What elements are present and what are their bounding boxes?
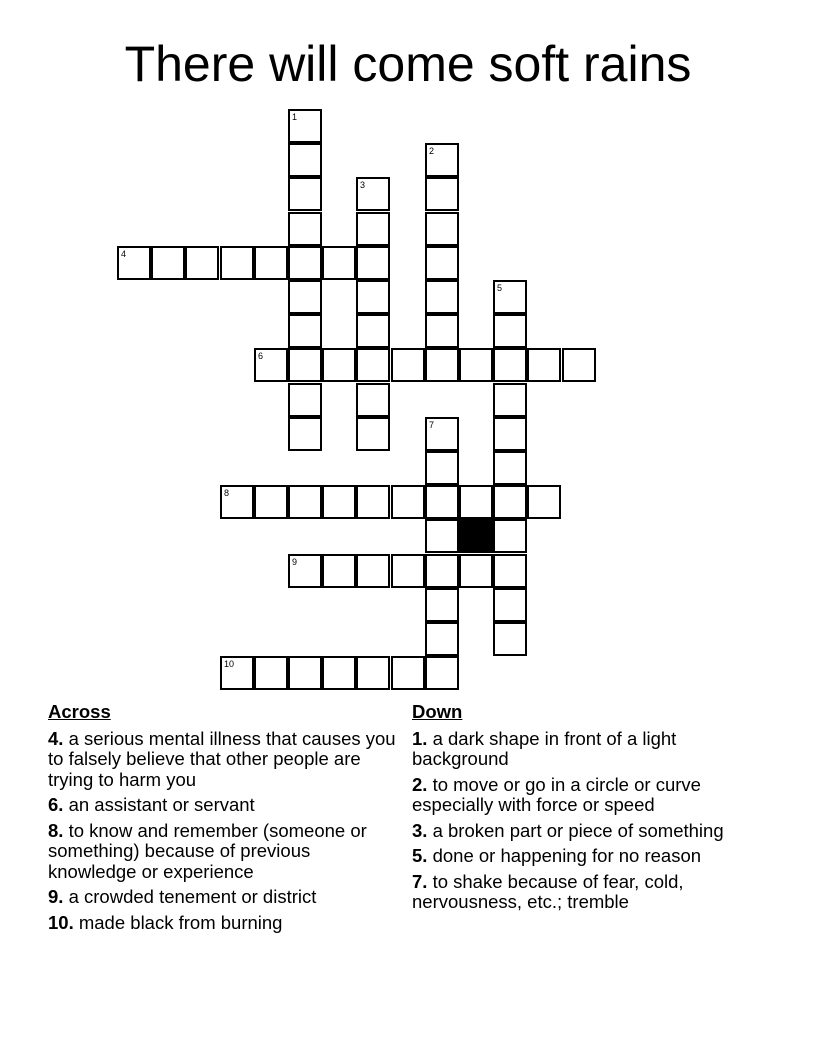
grid-cell[interactable] <box>562 348 596 382</box>
grid-cell[interactable] <box>391 656 425 690</box>
clue-text: an assistant or servant <box>68 794 255 815</box>
cell-number: 3 <box>360 180 366 190</box>
clue-number: 8. <box>48 819 64 841</box>
grid-cell[interactable] <box>527 485 561 519</box>
grid-cell[interactable] <box>288 177 322 211</box>
grid-cell[interactable] <box>391 348 425 382</box>
grid-cell[interactable] <box>356 383 390 417</box>
grid-cell[interactable] <box>425 177 459 211</box>
grid-cell[interactable] <box>425 348 459 382</box>
clue-number: 3. <box>412 819 428 841</box>
clue-text: done or happening for no reason <box>432 845 702 866</box>
grid-cell[interactable] <box>356 485 390 519</box>
grid-cell[interactable] <box>425 485 459 519</box>
grid-cell[interactable] <box>391 485 425 519</box>
clue-number: 6. <box>48 794 64 815</box>
grid-cell[interactable] <box>493 622 527 656</box>
grid-cell[interactable] <box>288 280 322 314</box>
cell-number: 4 <box>121 249 127 259</box>
grid-cell[interactable] <box>288 383 322 417</box>
across-heading: Across <box>48 701 111 722</box>
grid-cell[interactable] <box>288 417 322 451</box>
grid-cell[interactable] <box>356 417 390 451</box>
grid-cell[interactable] <box>425 451 459 485</box>
grid-cell[interactable] <box>493 451 527 485</box>
grid-cell[interactable] <box>356 656 390 690</box>
grid-cell[interactable] <box>322 246 356 280</box>
grid-cell[interactable] <box>425 656 459 690</box>
grid-cell[interactable] <box>322 485 356 519</box>
clue-text: a serious mental illness that causes you to falsely believe that other people are trying to harm you <box>48 727 396 790</box>
clue-text: a broken part or piece of something <box>432 819 724 841</box>
grid-cell[interactable] <box>254 246 288 280</box>
grid-cell[interactable] <box>493 588 527 622</box>
clue-text: to know and remember (someone or something) because of previous knowledge or experience <box>48 819 367 882</box>
grid-cell[interactable] <box>322 554 356 588</box>
clue-number: 1. <box>412 727 428 749</box>
clue-number: 7. <box>412 870 428 892</box>
grid-cell[interactable] <box>288 109 322 143</box>
cell-number: 5 <box>497 283 503 293</box>
grid-cell[interactable] <box>493 554 527 588</box>
grid-cell[interactable] <box>288 246 322 280</box>
down-clue-7 <box>412 872 762 913</box>
grid-cell[interactable] <box>356 348 390 382</box>
across-clue-9 <box>48 887 398 908</box>
grid-cell[interactable] <box>322 348 356 382</box>
clue-text: a crowded tenement or district <box>68 886 317 907</box>
clue-number: 4. <box>48 727 64 749</box>
across-clue-6 <box>48 795 398 816</box>
grid-cell[interactable] <box>425 143 459 177</box>
cell-number: 2 <box>429 146 435 156</box>
grid-cell[interactable] <box>254 485 288 519</box>
grid-cell[interactable] <box>425 417 459 451</box>
grid-cell[interactable] <box>459 554 493 588</box>
grid-cell[interactable] <box>425 246 459 280</box>
black-cell <box>459 519 493 553</box>
grid-cell[interactable] <box>493 485 527 519</box>
down-clues <box>412 702 762 918</box>
grid-cell[interactable] <box>425 212 459 246</box>
grid-cell[interactable] <box>322 656 356 690</box>
grid-cell[interactable] <box>425 622 459 656</box>
grid-cell[interactable] <box>493 348 527 382</box>
grid-cell[interactable] <box>425 280 459 314</box>
grid-cell[interactable] <box>288 554 322 588</box>
grid-cell[interactable] <box>493 417 527 451</box>
page-title: There will come soft rains <box>124 36 692 92</box>
grid-cell[interactable] <box>493 383 527 417</box>
grid-cell[interactable] <box>527 348 561 382</box>
grid-cell[interactable] <box>151 246 185 280</box>
grid-cell[interactable] <box>117 246 151 280</box>
grid-cell[interactable] <box>288 212 322 246</box>
grid-cell[interactable] <box>254 348 288 382</box>
clue-text: to move or go in a circle or curve especially with force or speed <box>412 773 701 815</box>
grid-cell[interactable] <box>425 588 459 622</box>
clue-text: a dark shape in front of a light background <box>412 727 677 769</box>
across-clue-4 <box>48 729 398 791</box>
grid-cell[interactable] <box>288 314 322 348</box>
grid-cell[interactable] <box>288 656 322 690</box>
grid-cell[interactable] <box>288 348 322 382</box>
grid-cell[interactable] <box>288 143 322 177</box>
grid-cell[interactable] <box>356 177 390 211</box>
down-clue-2 <box>412 775 762 816</box>
down-heading: Down <box>412 701 463 722</box>
grid-cell[interactable] <box>391 554 425 588</box>
cell-number: 10 <box>224 659 235 669</box>
cell-number: 8 <box>224 488 230 498</box>
clue-text: made black from burning <box>78 911 283 933</box>
down-clue-5 <box>412 846 762 867</box>
clue-number: 2. <box>412 773 428 795</box>
grid-cell[interactable] <box>425 554 459 588</box>
grid-cell[interactable] <box>254 656 288 690</box>
cell-number: 1 <box>292 112 298 122</box>
grid-cell[interactable] <box>220 485 254 519</box>
grid-cell[interactable] <box>356 554 390 588</box>
across-clues <box>48 702 398 938</box>
grid-cell[interactable] <box>459 485 493 519</box>
grid-cell[interactable] <box>220 246 254 280</box>
grid-cell[interactable] <box>459 348 493 382</box>
grid-cell[interactable] <box>288 485 322 519</box>
grid-cell[interactable] <box>185 246 219 280</box>
grid-cell[interactable] <box>356 246 390 280</box>
grid-cell[interactable] <box>425 519 459 553</box>
clue-number: 10. <box>48 911 74 933</box>
clue-number: 9. <box>48 886 64 907</box>
grid-cell[interactable] <box>425 314 459 348</box>
clue-number: 5. <box>412 845 428 866</box>
down-clue-1 <box>412 729 762 770</box>
down-clue-3 <box>412 821 762 842</box>
across-clue-8 <box>48 821 398 883</box>
grid-cell[interactable] <box>356 314 390 348</box>
grid-cell[interactable] <box>356 280 390 314</box>
cell-number: 7 <box>429 420 435 430</box>
clue-text: to shake because of fear, cold, nervousness, etc.; tremble <box>412 870 684 912</box>
grid-cell[interactable] <box>356 212 390 246</box>
grid-cell[interactable] <box>493 519 527 553</box>
grid-cell[interactable] <box>493 280 527 314</box>
cell-number: 6 <box>258 351 264 361</box>
across-clue-10 <box>48 913 398 934</box>
grid-cell[interactable] <box>493 314 527 348</box>
grid-cell[interactable] <box>220 656 254 690</box>
cell-number: 9 <box>292 557 298 567</box>
